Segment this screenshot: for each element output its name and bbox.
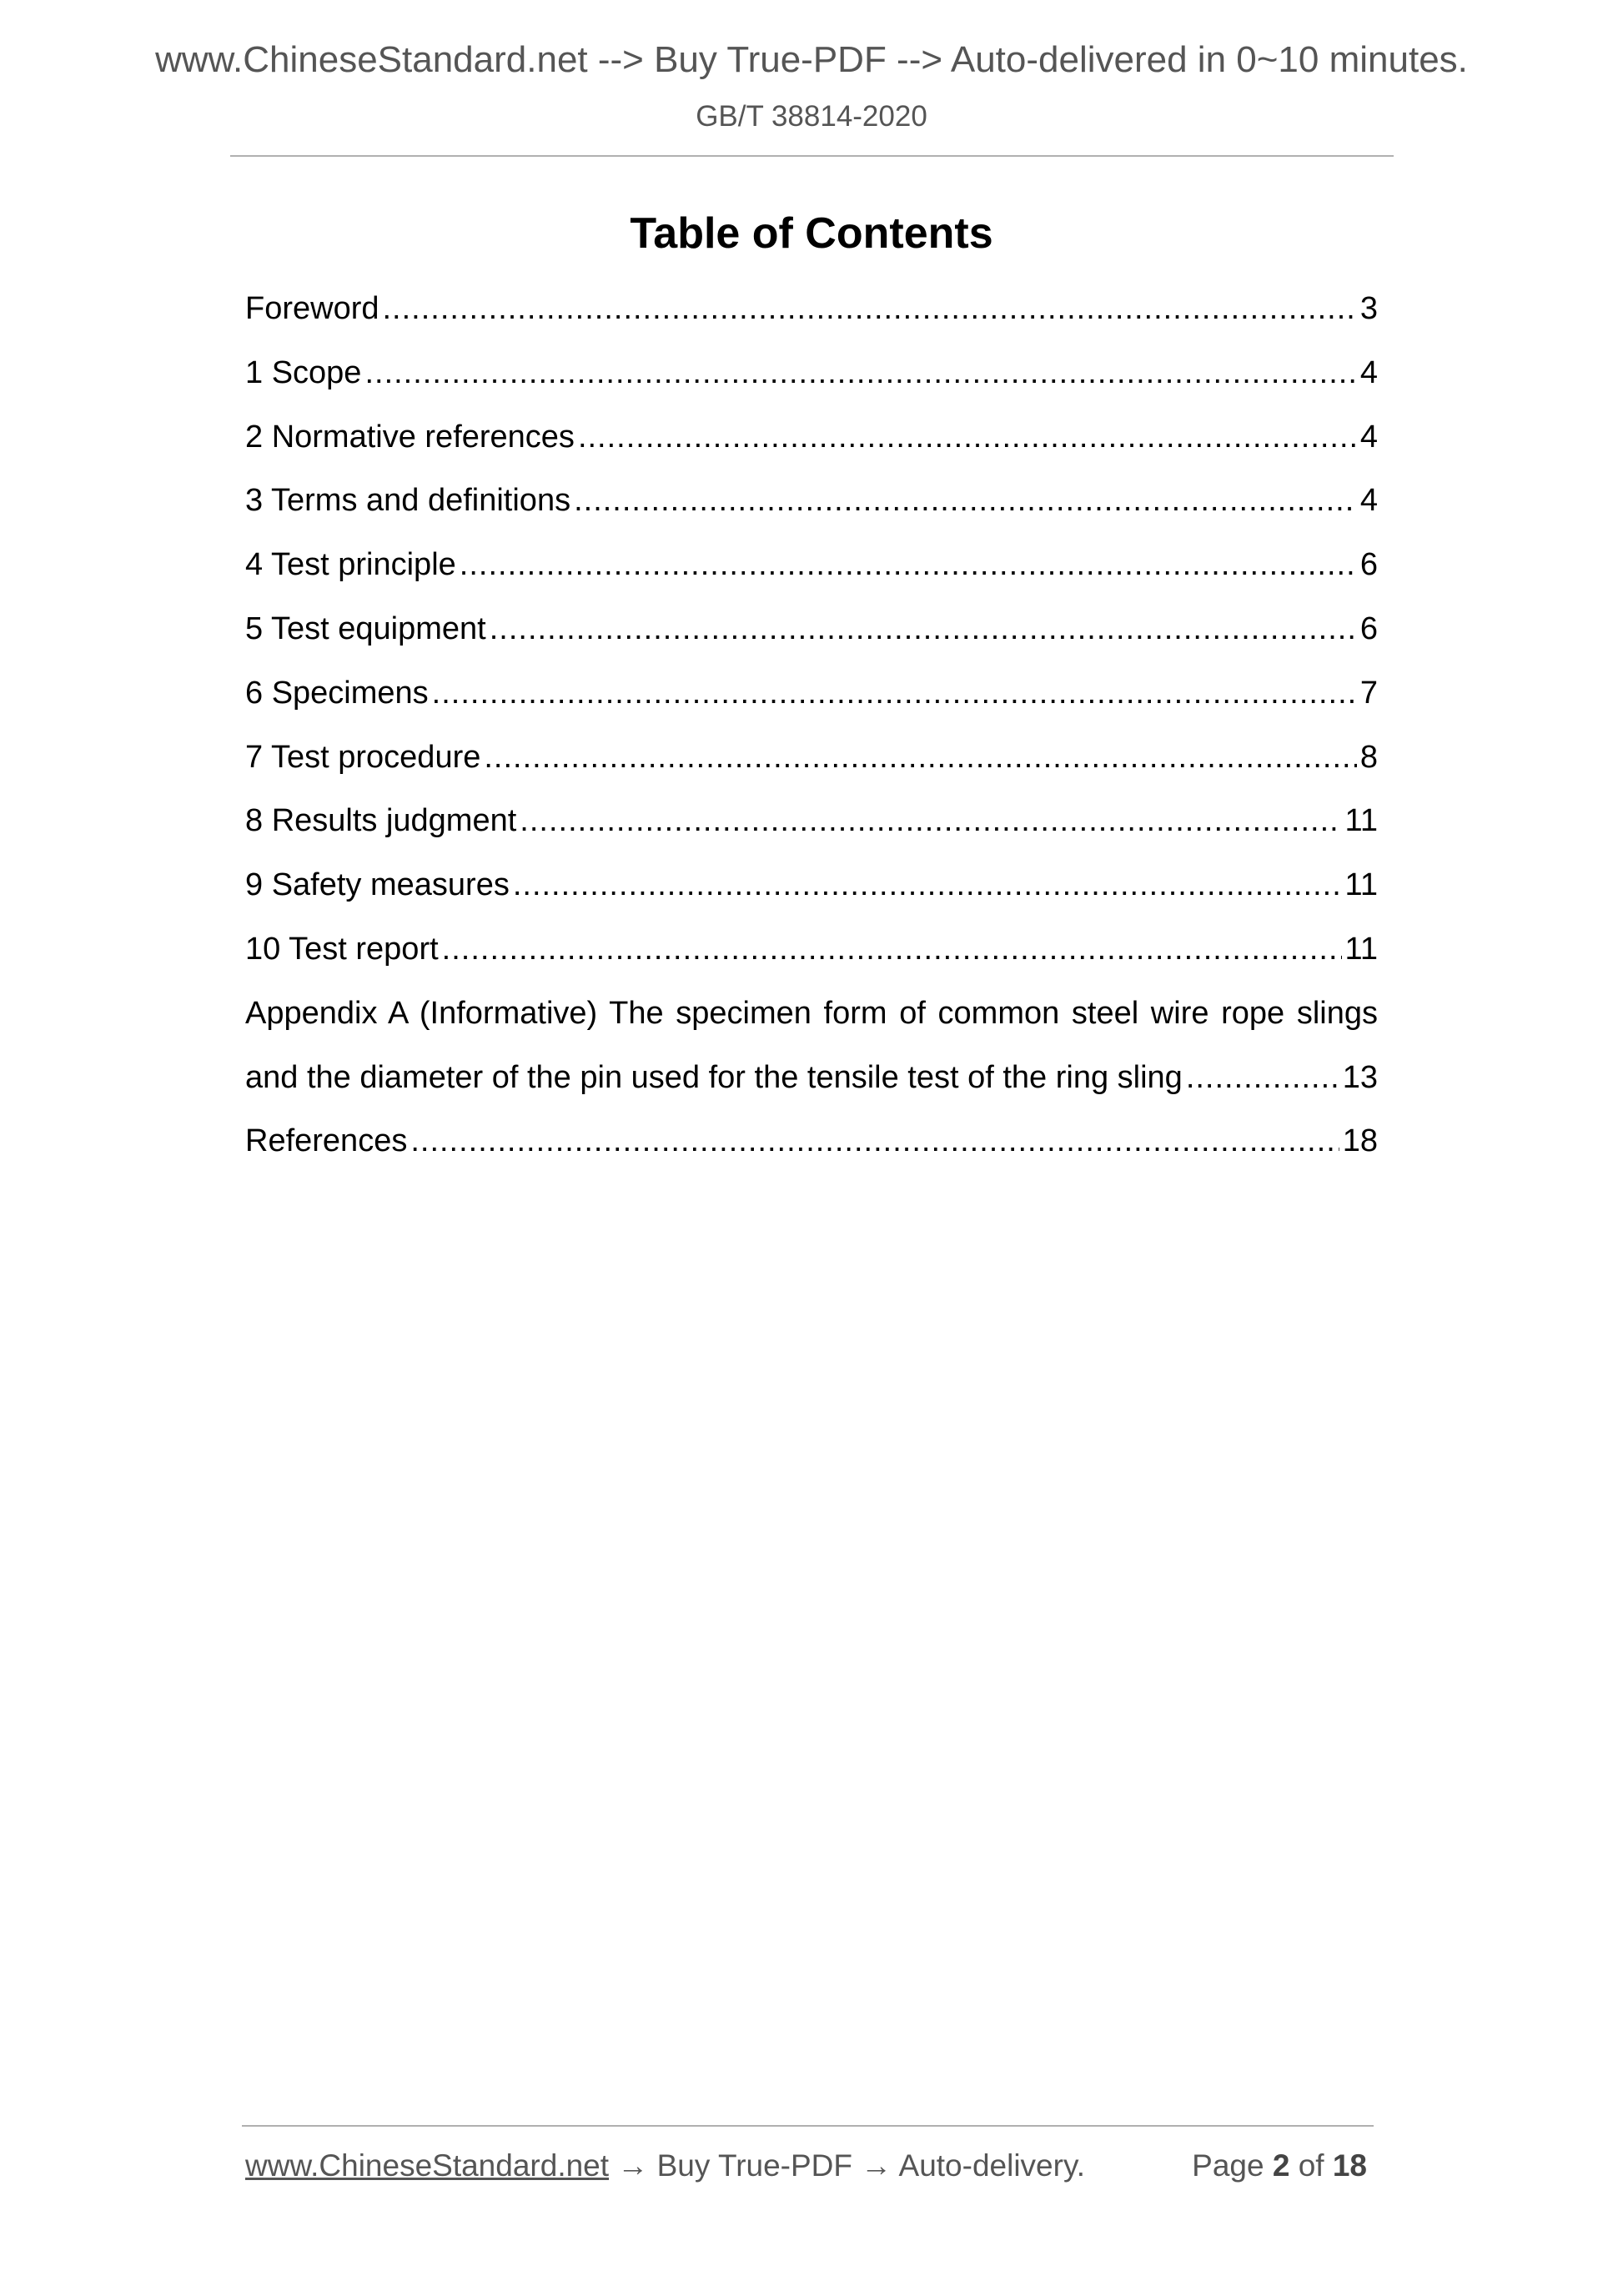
toc-entry-appendix-a-continued[interactable] [245, 1053, 1378, 1117]
toc-entry-text: Foreword [245, 291, 379, 326]
toc-entry-text: 7 Test procedure [245, 739, 481, 775]
dot-leader [442, 924, 1342, 974]
toc-entry-page: 13 [1342, 1059, 1378, 1095]
toc-entry-page: 4 [1359, 419, 1378, 455]
toc-entry-text: Appendix A (Informative) The specimen form of common steel wire rope slings [245, 995, 1378, 1031]
dot-leader [520, 796, 1341, 846]
toc-entry-page: 6 [1359, 610, 1378, 646]
dot-leader [460, 540, 1357, 590]
toc-entry-page: 11 [1344, 867, 1378, 903]
header-divider [230, 155, 1394, 157]
top-banner: www.ChineseStandard.net --> Buy True-PDF --> Auto-delivered in 0~10 minutes. [155, 39, 1468, 80]
page-footer [245, 2145, 1371, 2187]
toc-entry-appendix-a[interactable] [245, 988, 1378, 1053]
dot-leader [383, 284, 1357, 334]
toc-entry-page: 11 [1344, 931, 1378, 967]
toc-entry-results-judgment[interactable] [245, 796, 1378, 860]
toc-entry-text: 6 Specimens [245, 675, 429, 711]
toc-entry-page: 8 [1359, 739, 1378, 775]
toc-entry-page: 18 [1342, 1123, 1378, 1159]
toc-list [245, 284, 1378, 1180]
toc-entry-text: 2 Normative references [245, 419, 575, 455]
footer-divider [242, 2125, 1374, 2127]
page-current: 2 [1272, 2148, 1290, 2183]
toc-entry-test-report[interactable] [245, 924, 1378, 988]
dot-leader [513, 860, 1342, 910]
dot-leader [574, 475, 1357, 525]
toc-entry-text: and the diameter of the pin used for the tensile test of the ring sling [245, 1059, 1183, 1095]
toc-entry-page: 11 [1344, 803, 1378, 839]
toc-entry-references[interactable] [245, 1116, 1378, 1180]
toc-entry-text: 3 Terms and definitions [245, 483, 571, 519]
dot-leader [578, 412, 1357, 462]
toc-entry-test-equipment[interactable] [245, 604, 1378, 668]
toc-entry-text: 5 Test equipment [245, 610, 486, 646]
toc-entry-terms-definitions[interactable] [245, 475, 1378, 540]
dot-leader [490, 604, 1357, 654]
toc-entry-page: 4 [1359, 483, 1378, 519]
dot-leader [1186, 1053, 1339, 1103]
of-label: of [1298, 2148, 1324, 2183]
toc-entry-page: 3 [1359, 291, 1378, 326]
toc-entry-text: 4 Test principle [245, 547, 456, 583]
toc-entry-page: 6 [1359, 547, 1378, 583]
footer-site-link[interactable]: www.ChineseStandard.net [245, 2148, 610, 2183]
page-label: Page [1192, 2148, 1264, 2183]
toc-entry-page: 4 [1359, 354, 1378, 390]
toc-entry-text: References [245, 1123, 408, 1159]
dot-leader [432, 668, 1357, 718]
page-total: 18 [1332, 2148, 1367, 2183]
dot-leader [364, 348, 1356, 398]
toc-entry-test-principle[interactable] [245, 540, 1378, 604]
toc-entry-safety-measures[interactable] [245, 860, 1378, 924]
toc-entry-text: 9 Safety measures [245, 867, 510, 903]
toc-entry-page: 7 [1359, 675, 1378, 711]
toc-entry-text: 1 Scope [245, 354, 362, 390]
toc-entry-text: 8 Results judgment [245, 803, 517, 839]
toc-entry-test-procedure[interactable] [245, 732, 1378, 796]
toc-entry-normative-references[interactable] [245, 412, 1378, 476]
page-indicator [1192, 2145, 1367, 2187]
dot-leader [410, 1116, 1339, 1166]
toc-entry-specimens[interactable] [245, 668, 1378, 732]
toc-entry-foreword[interactable] [245, 284, 1378, 348]
toc-entry-text: 10 Test report [245, 931, 439, 967]
standard-code: GB/T 38814-2020 [696, 100, 927, 133]
footer-tagline: → Buy True-PDF → Auto-delivery. [609, 2148, 1085, 2183]
toc-entry-scope[interactable] [245, 348, 1378, 412]
toc-title: Table of Contents [630, 209, 993, 258]
dot-leader [484, 732, 1356, 782]
